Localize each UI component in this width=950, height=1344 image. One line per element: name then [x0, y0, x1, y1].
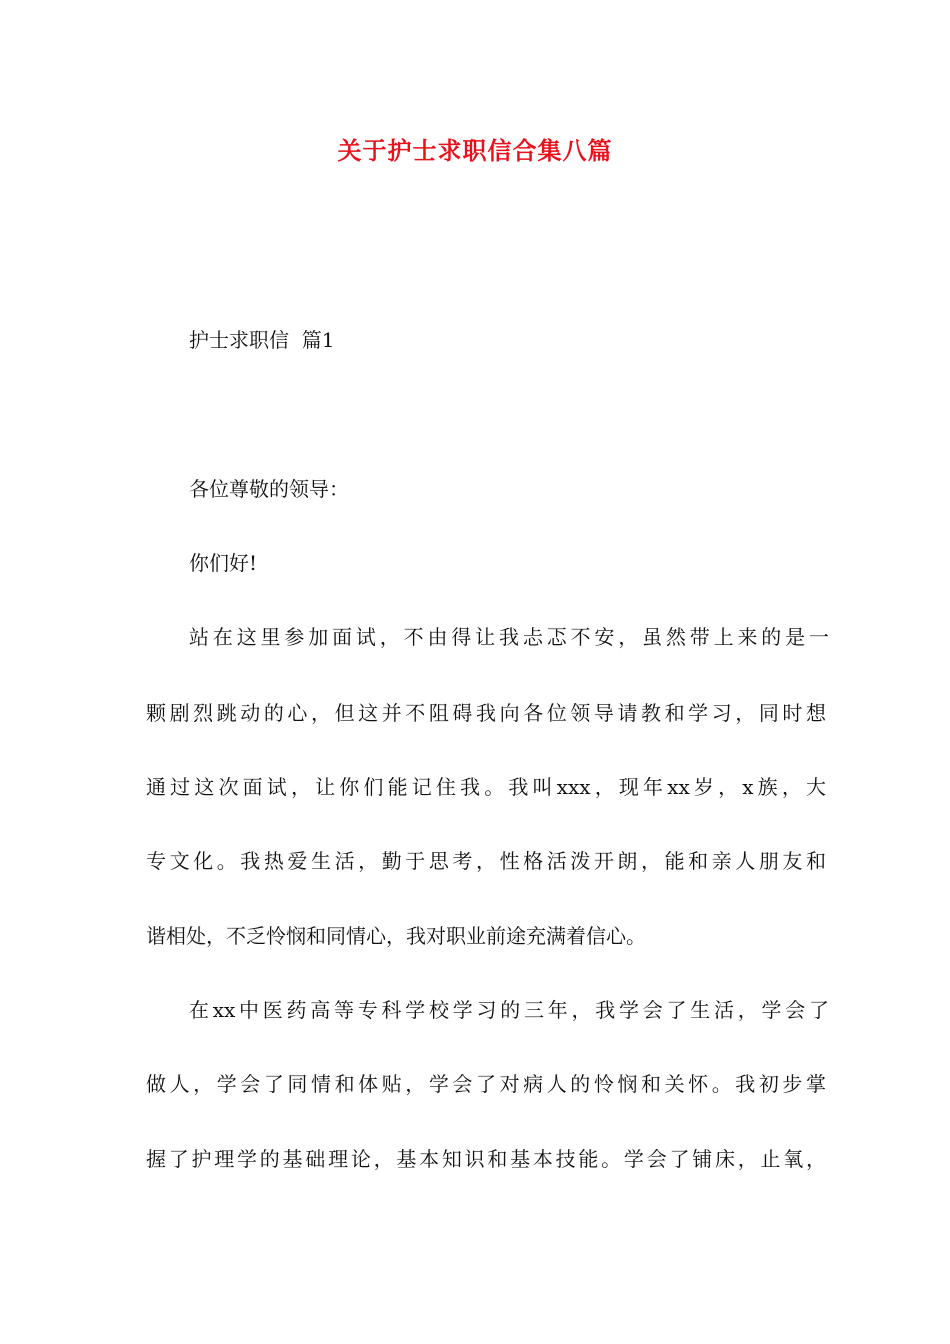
paragraph-line: 专文化。我热爱生活，勤于思考，性格活泼开朗，能和亲人朋友和: [146, 849, 826, 873]
paragraph-line: 谐相处，不乏怜悯和同情心，我对职业前途充满着信心。: [146, 924, 646, 948]
paragraph-line: 站在这里参加面试，不由得让我忐忑不安，虽然带上来的是一: [189, 625, 829, 649]
document-title: 关于护士求职信合集八篇: [337, 136, 613, 165]
paragraph-line: 颗剧烈跳动的心，但这并不阻碍我向各位领导请教和学习，同时想: [146, 701, 826, 725]
paragraph-line: 做人，学会了同情和体贴，学会了对病人的怜悯和关怀。我初步掌: [146, 1072, 826, 1096]
greeting: 你们好!: [189, 551, 258, 575]
salutation: 各位尊敬的领导：: [189, 477, 349, 501]
section-heading: 护士求职信 篇1: [189, 328, 335, 352]
paragraph-line: 在xx中医药高等专科学校学习的三年，我学会了生活，学会了: [189, 998, 829, 1022]
paragraph-line: 握了护理学的基础理论，基本知识和基本技能。学会了铺床，止氧，: [146, 1147, 826, 1171]
paragraph-line: 通过这次面试，让你们能记住我。我叫xxx，现年xx岁，x族，大: [146, 775, 826, 799]
